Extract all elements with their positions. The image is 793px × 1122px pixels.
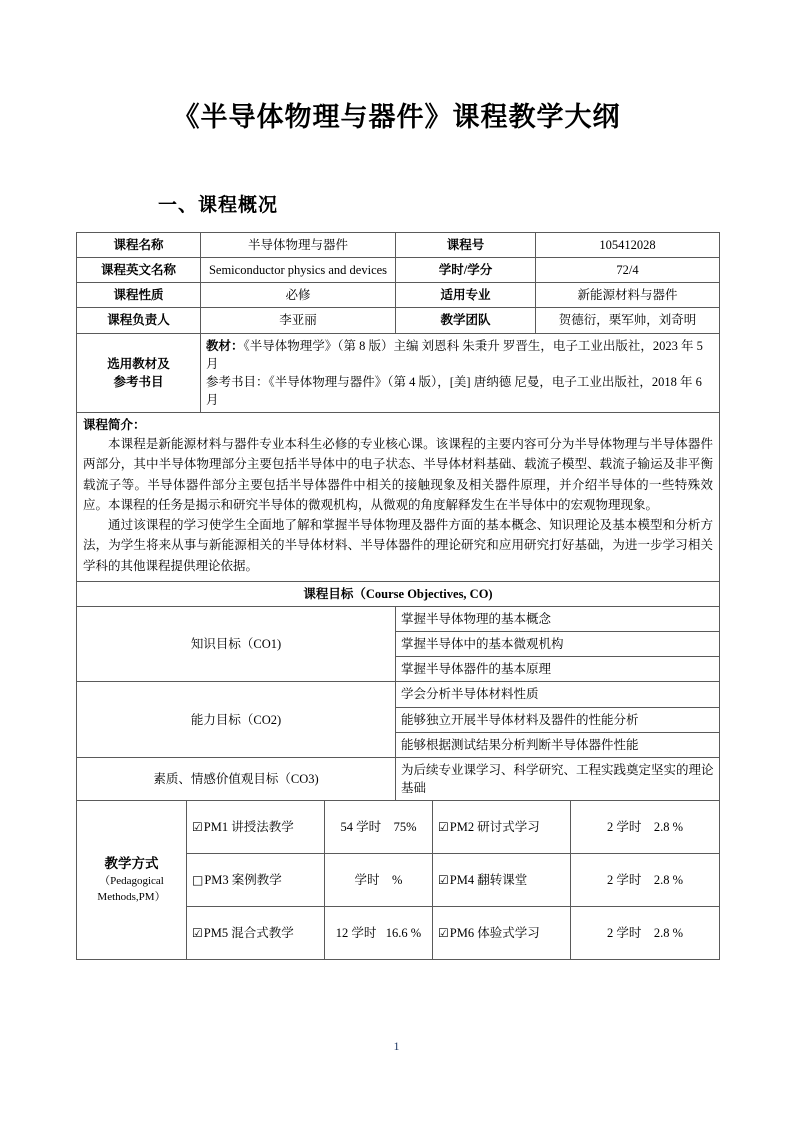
- co3-label: 素质、情感价值观目标（CO3): [77, 757, 396, 800]
- pm4-values: [571, 854, 720, 907]
- value-course-code: 105412028: [536, 233, 720, 258]
- pm1-values: [325, 801, 433, 854]
- pm2-hours: 2 学时: [606, 819, 642, 834]
- table-row: [77, 258, 720, 283]
- co1-item: 掌握半导体物理的基本概念: [396, 607, 720, 632]
- co2-item: 能够独立开展半导体材料及器件的性能分析: [396, 707, 720, 732]
- pm1-hours: 54 学时: [340, 819, 382, 834]
- pm1-percent: 75%: [393, 819, 417, 834]
- co1-item: 掌握半导体器件的基本原理: [396, 657, 720, 682]
- pm5-label: PM5 混合式教学: [203, 925, 294, 940]
- pm3-label: PM3 案例教学: [204, 872, 282, 887]
- pm4-label: PM4 翻转课堂: [449, 872, 528, 887]
- section-heading-one: 一、课程概况: [158, 195, 279, 216]
- table-row: [77, 283, 720, 308]
- co1-item: 掌握半导体中的基本微观机构: [396, 632, 720, 657]
- page-number: 1: [393, 1039, 400, 1053]
- value-hours-credits: 72/4: [536, 258, 720, 283]
- checkbox-unchecked-icon[interactable]: □: [192, 872, 204, 887]
- co2-item: 能够根据测试结果分析判断半导体器件性能: [396, 732, 720, 757]
- label-course-leader: 课程负责人: [77, 308, 201, 333]
- pm1-option[interactable]: [187, 801, 325, 854]
- table-row-pm: [77, 801, 720, 854]
- course-intro-cell: [77, 413, 720, 582]
- label-teaching-team: 教学团队: [396, 308, 536, 333]
- pm-label-en-line1: （Pedagogical: [99, 874, 164, 887]
- course-intro-paragraph-2: 通过该课程的学习使学生全面地了解和掌握半导体物理及器件方面的基本概念、知识理论及基本模型和分析方法，为学生将来从事与新能源相关的半导体材料、半导体器件的理论研究和应用研究打好基础，为进一步学习相关学科的其他课程提供理论依据。: [83, 518, 713, 573]
- pedagogical-methods-label: [77, 801, 187, 960]
- page-title: 《半导体物理与器件》课程教学大纲: [172, 102, 621, 132]
- textbook-text: 《半导体物理学》（第 8 版）主编 刘恩科 朱秉升 罗晋生，电子工业出版社，2023 年 5 月: [206, 338, 703, 371]
- pm5-hours: 12 学时: [335, 925, 377, 940]
- value-target-major: 新能源材料与器件: [536, 283, 720, 308]
- value-teaching-team: 贺德衍，栗军帅，刘奇明: [536, 308, 720, 333]
- pedagogical-methods-table: [76, 800, 720, 960]
- pm4-hours: 2 学时: [606, 872, 642, 887]
- value-course-name: 半导体物理与器件: [201, 233, 396, 258]
- table-row: [77, 308, 720, 333]
- pm6-percent: 2.8 %: [653, 925, 684, 940]
- label-course-code: 课程号: [396, 233, 536, 258]
- pm-label-en-line2: Methods,PM）: [97, 890, 166, 903]
- pm3-values: [325, 854, 433, 907]
- course-objectives-header: 课程目标（Course Objectives, CO): [77, 581, 720, 606]
- pm1-label: PM1 讲授法教学: [203, 819, 294, 834]
- pm3-percent: %: [392, 872, 403, 887]
- pm6-hours: 2 学时: [606, 925, 642, 940]
- table-row-textbook: [77, 333, 720, 413]
- course-intro-body: [83, 434, 713, 576]
- value-course-leader: 李亚丽: [201, 308, 396, 333]
- label-course-name: 课程名称: [77, 233, 201, 258]
- label-textbook-line1: 选用教材及: [107, 356, 170, 371]
- value-course-type: 必修: [201, 283, 396, 308]
- label-hours-credits: 学时/学分: [396, 258, 536, 283]
- pm5-percent: 16.6 %: [385, 925, 422, 940]
- label-textbook: [77, 333, 201, 413]
- checkbox-checked-icon[interactable]: ☑: [192, 925, 203, 940]
- co1-label: 知识目标（CO1): [77, 607, 396, 682]
- course-intro-heading: 课程简介：: [83, 418, 146, 432]
- table-row: [77, 233, 720, 258]
- co3-item: 为后续专业课学习、科学研究、工程实践奠定坚实的理论基础: [396, 757, 720, 800]
- label-textbook-line2: 参考书目: [113, 374, 164, 389]
- label-target-major: 适用专业: [396, 283, 536, 308]
- table-row-co-header: [77, 581, 720, 606]
- table-row-co2: [77, 682, 720, 707]
- value-textbook-block: [201, 333, 720, 413]
- checkbox-checked-icon[interactable]: ☑: [438, 819, 449, 834]
- textbook-prefix: 教材：: [206, 338, 244, 353]
- label-course-name-en: 课程英文名称: [77, 258, 201, 283]
- course-overview-table: [76, 232, 720, 801]
- checkbox-checked-icon[interactable]: ☑: [192, 819, 203, 834]
- pm5-values: [325, 907, 433, 960]
- pm3-hours: 学时: [354, 872, 380, 887]
- checkbox-checked-icon[interactable]: ☑: [438, 925, 449, 940]
- pm3-option[interactable]: [187, 854, 325, 907]
- table-row-co1: [77, 607, 720, 632]
- value-course-name-en: Semiconductor physics and devices: [201, 258, 396, 283]
- pm-label-zh: 教学方式: [104, 856, 159, 872]
- pm2-label: PM2 研讨式学习: [449, 819, 540, 834]
- pm5-option[interactable]: [187, 907, 325, 960]
- pm6-values: [571, 907, 720, 960]
- co2-item: 学会分析半导体材料性质: [396, 682, 720, 707]
- co2-label: 能力目标（CO2): [77, 682, 396, 757]
- pm4-percent: 2.8 %: [653, 872, 684, 887]
- pm4-option[interactable]: [433, 854, 571, 907]
- pm2-percent: 2.8 %: [653, 819, 684, 834]
- course-intro-paragraph-1: 本课程是新能源材料与器件专业本科生必修的专业核心课。该课程的主要内容可分为半导体物理与半导体器件两部分，其中半导体物理部分主要包括半导体中的电子状态、半导体材料基础、载流子模型、载流子输运及非平衡载流子等。半导体器件部分主要包括半导体器件中相关的接触现象及相关器件原理，并介绍半导体的一些特殊效应。本课程的任务是揭示和研究半导体的微观机构，从微观的角度解释发生在半导体中的宏观物理现象。: [83, 437, 713, 512]
- pm2-option[interactable]: [433, 801, 571, 854]
- pm6-option[interactable]: [433, 907, 571, 960]
- pm6-label: PM6 体验式学习: [449, 925, 540, 940]
- reference-text: 参考书目：《半导体物理与器件》（第 4 版），[美] 唐纳德 尼曼，电子工业出版社，2018 年 6 月: [206, 374, 702, 407]
- checkbox-checked-icon[interactable]: ☑: [438, 872, 449, 887]
- label-course-type: 课程性质: [77, 283, 201, 308]
- table-row-intro: [77, 413, 720, 582]
- table-row-co3: [77, 757, 720, 800]
- pm2-values: [571, 801, 720, 854]
